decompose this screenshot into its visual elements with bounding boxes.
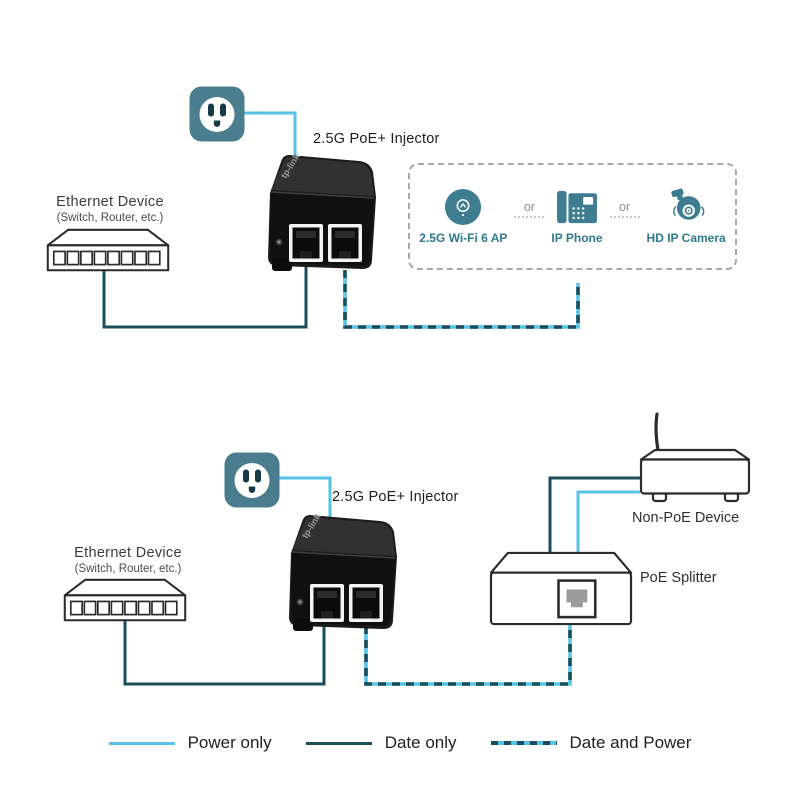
- non-poe-device-graphic: [636, 410, 756, 505]
- powered-device-phone: [551, 188, 602, 245]
- power-outlet-icon: [224, 452, 280, 508]
- ip-camera-icon: [666, 188, 706, 226]
- power-outlet-icon: [189, 86, 245, 142]
- ethernet-switch-graphic: [45, 227, 171, 274]
- wifi-ap-icon: [444, 188, 482, 226]
- ethernet-device-subtitle: (Switch, Router, etc.): [74, 563, 182, 575]
- power-only-label: Power only: [187, 733, 272, 752]
- legend-item-data-only: [306, 733, 457, 753]
- injector-label: 2.5G PoE+ Injector: [313, 131, 440, 147]
- legend-item-data-and-power: [491, 733, 692, 753]
- injector-label: 2.5G PoE+ Injector: [332, 489, 459, 505]
- powered-device-ap: [419, 188, 507, 245]
- legend: [0, 733, 800, 753]
- data-only-label: Date only: [384, 733, 457, 752]
- data-only-line-swatch: [306, 742, 372, 745]
- or-dotted-line: [610, 216, 640, 218]
- ip-phone-label: IP Phone: [551, 231, 603, 245]
- data-and-power-line-swatch: [491, 741, 557, 745]
- ethernet-device-label: [48, 545, 208, 575]
- ethernet-device-title: Ethernet Device: [56, 194, 164, 210]
- or-text: or: [618, 199, 631, 214]
- data-power-line-base-top: [345, 270, 578, 327]
- or-dotted-line: [514, 216, 544, 218]
- ethernet-switch-graphic: [62, 577, 188, 624]
- poe-injector-graphic: [277, 512, 403, 636]
- poe-injector-graphic: [256, 152, 382, 276]
- power-only-line-swatch: [109, 742, 175, 745]
- powered-devices-box: [408, 163, 737, 270]
- ethernet-device-subtitle: (Switch, Router, etc.): [56, 212, 164, 224]
- legend-item-power-only: [109, 733, 272, 753]
- powered-device-camera: [647, 188, 726, 245]
- ethernet-device-label: [30, 194, 190, 224]
- poe-splitter-label: PoE Splitter: [640, 570, 717, 586]
- data-power-line-dashes-top: [345, 270, 578, 327]
- or-separator: [514, 200, 544, 218]
- data-and-power-label: Date and Power: [569, 733, 692, 752]
- ip-camera-label: HD IP Camera: [646, 231, 726, 245]
- poe-splitter-graphic: [489, 550, 633, 627]
- ethernet-device-title: Ethernet Device: [74, 545, 182, 561]
- or-separator: [610, 200, 640, 218]
- wifi-ap-label: 2.5G Wi-Fi 6 AP: [419, 231, 508, 245]
- ip-phone-icon: [556, 188, 598, 226]
- non-poe-device-label: Non-PoE Device: [632, 510, 740, 526]
- or-text: or: [523, 199, 535, 214]
